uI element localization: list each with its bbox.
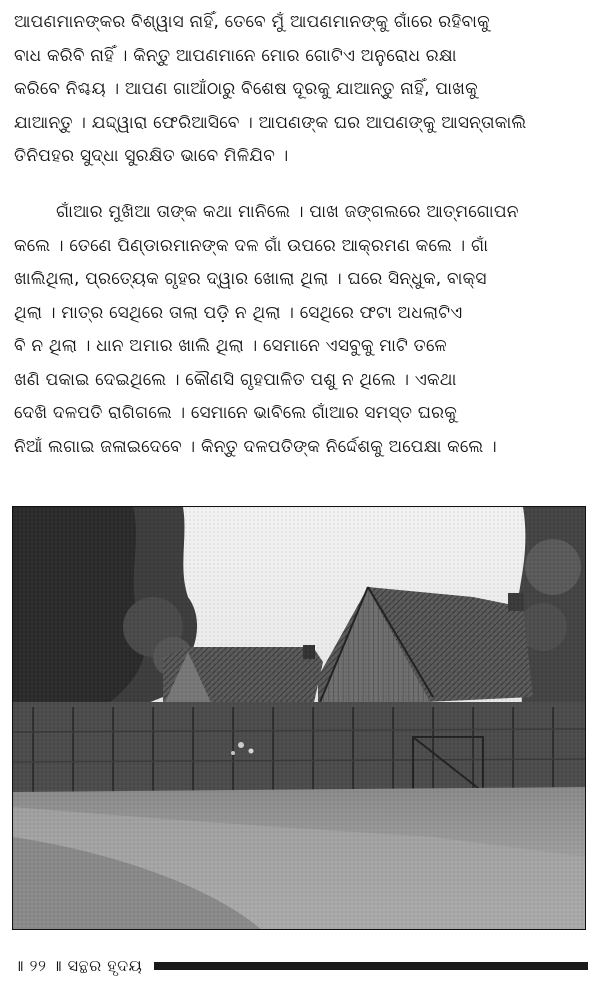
footer-rule — [154, 962, 588, 970]
text-line: ନିଆଁ ଲଗାଇ ଜଳାଇଦେବେ । କିନ୍ତୁ ଦଳପତିଙ୍କ ନିର୍ଦ୍ଦେଶକୁ ଅପେକ୍ଷା କଲେ । — [14, 436, 497, 457]
text-line: ଯାଆନ୍ତୁ । ଯଦ୍ଦ୍ୱାରା ଫେରିଆସିବେ । ଆପଣଙ୍କ ଘର ଆପଣଙ୍କୁ ଆସନ୍ତାକାଲି — [14, 112, 527, 133]
text-line: ଖଣି ପକାଇ ଦେଇଥିଲେ । କୌଣସି ଗୃହପାଳିତ ପଶୁ ନ ଥିଲେ । ଏକଥା — [14, 369, 457, 390]
text-line: ଖାଲିଥିଲା, ପ୍ରତ୍ୟେକ ଗୃହର ଦ୍ୱାର ଖୋଲା ଥିଲା । ଘରେ ସିନ୍ଧୁକ, ବାକ୍ସ — [14, 269, 487, 289]
page-footer — [14, 952, 588, 980]
village-photo — [12, 506, 586, 930]
village-houses-illustration — [13, 507, 586, 930]
paragraph-2 — [14, 196, 590, 464]
page-number-and-title: ॥ ୨୨ ॥ ସନ୍ଥର ହୃଦୟ — [14, 956, 143, 975]
text-line: ଥିଲା । ମାତ୍ର ସେଥିରେ ତାଲା ପଡ଼ି ନ ଥିଲା । ସେଥିରେ ଫଟା ଅଧଲାଟିଏ — [14, 302, 463, 323]
text-line: ତିନିପହର ସୁଦ୍ଧା ସୁରକ୍ଷିତ ଭାବେ ମିଳିଯିବ । — [14, 146, 289, 166]
text-line: ଆପଣମାନଙ୍କର ବିଶ୍ୱାସ ନାହିଁ, ତେବେ ମୁଁ ଆପଣମାନଙ୍କୁ ଗାଁରେ ରହିବାକୁ — [14, 12, 490, 32]
text-line: ବାଧ କରିବି ନାହିଁ । କିନ୍ତୁ ଆପଣମାନେ ମୋର ଗୋଟିଏ ଅନୁରୋଧ ରକ୍ଷା — [14, 45, 457, 66]
text-line: କଲେ । ତେଣେ ପିଣ୍ଡାରମାନଙ୍କ ଦଳ ଗାଁ ଉପରେ ଆକ୍ରମଣ କଲେ । ଗାଁ — [14, 235, 489, 256]
text-line: ଗାଁଆର ମୁଖିଆ ତାଙ୍କ କଥା ମାନିଲେ । ପାଖ ଜଙ୍ଗଲରେ ଆତ୍ମଗୋପନ — [56, 202, 519, 222]
text-line: ଦେଖି ଦଳପତି ରାଗିଗଲେ । ସେମାନେ ଭାବିଲେ ଗାଁଆର ସମସ୍ତ ଘରକୁ — [14, 403, 458, 423]
text-line: କରିବେ ନିଶ୍ଚୟ । ଆପଣ ଗାଆଁଠାରୁ ବିଶେଷ ଦୂରକୁ ଯାଆନ୍ତୁ ନାହିଁ, ପାଖକୁ — [14, 79, 478, 99]
paragraph-1 — [14, 6, 590, 174]
text-line: ବି ନ ଥିଲା । ଧାନ ଅମାର ଖାଲି ଥିଲା । ସେମାନେ ଏସବୁକୁ ମାଟି ତଳେ — [14, 336, 447, 356]
